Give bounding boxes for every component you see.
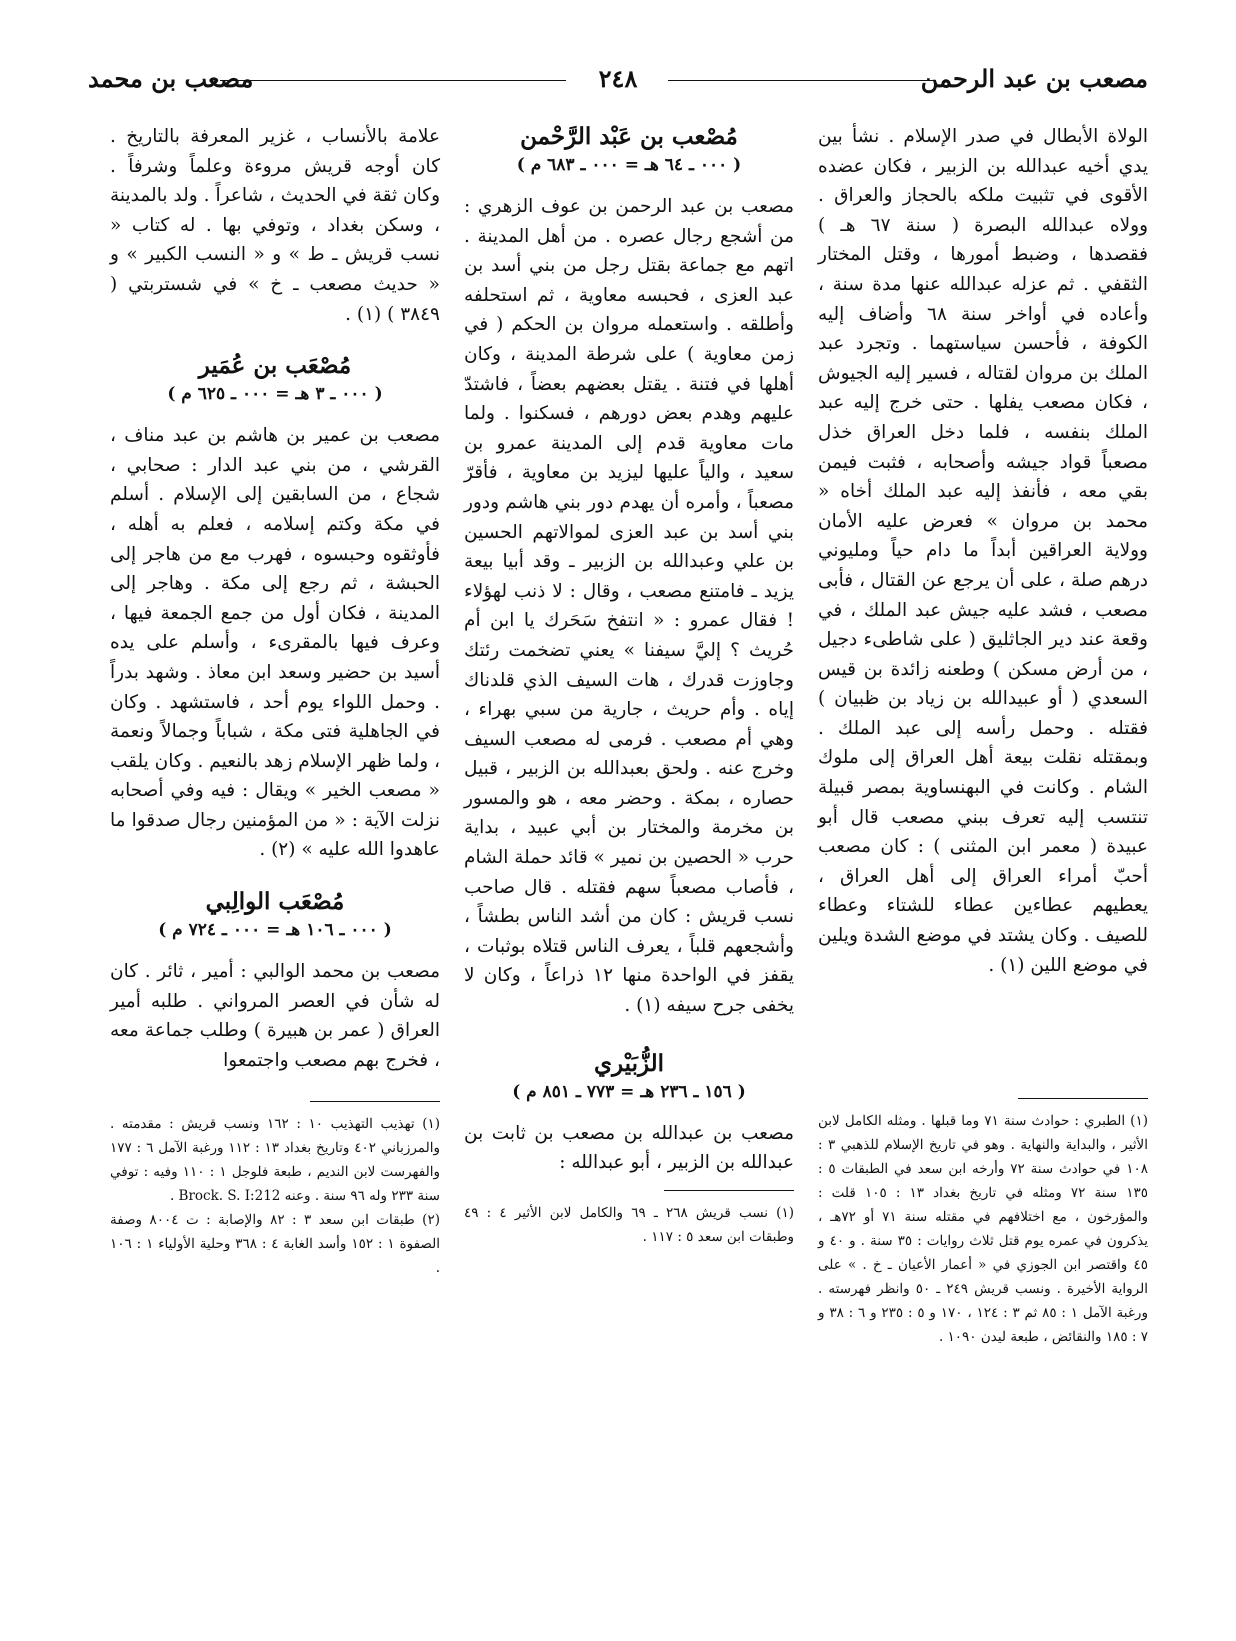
entry-dates: ( ٠٠٠ ـ ٣ هـ = ٠٠٠ ـ ٦٢٥ م ) <box>167 384 383 405</box>
entry-title: مُصْعَب الوالِبي <box>205 888 345 916</box>
footnote: (٢) طبقات ابن سعد ٣ : ٨٢ والإصابة : ت ٨٠٠٤ وصفة الصفوة ١ : ١٥٢ وأسد الغابة ٤ : ٣٦٨ وحلية الأولياء ١ : ١٠٦ . <box>110 1212 440 1277</box>
entry-text: مصعب بن محمد الوالبي : أمير ، ثائر . كان له شأن في العصر المرواني . طلبه أمير العراق ( عمر بن هبيرة ) وطلب جماعة معه ، فخرج بهم مصعب واجتمعوا <box>110 961 440 1071</box>
footnote-rule <box>310 1101 440 1102</box>
entry-text: مصعب بن عبدالله بن مصعب بن ثابت بن عبدالله بن الزبير ، أبو عبدالله : <box>464 1122 794 1174</box>
header-rule-left <box>220 80 566 81</box>
entry-continued-text: الولاة الأبطال في صدر الإسلام . نشأ بين يدي أخيه عبدالله بن الزبير ، فكان عضده الأقوى في تثبيت ملكه بالحجاز والعراق . وولاه عبدالله البصرة ( سنة ٦٧ هـ ) فقصدها ، وضبط أمورها ، وقتل المختار الثقفي . ثم عزله عبدالله عنها مدة سنة ، وأعاده في أواخر سنة ٦٨ وأضاف إليه الكوفة ، فأحسن سياستهما . وتجرد عبد الملك بن مروان لقتاله ، فسير إليه الجيوش ، فكان مصعب يفلها . حتى خرج إليه عبد الملك بنفسه ، فلما دخل العراق خذل مصعباً قواد جيشه وأصحابه ، فثبت فيمن بقي معه ، فأنفذ إليه عبد الملك أخاه « محمد بن مروان » فعرض عليه الأمان وولاية العراقين أبداً ما دام حياً ومليوني درهم صلة ، على أن يرجع عن القتال ، فأبى مصعب ، فشد عليه جيش عبد الملك ، في وقعة عند دير الجاثليق ( على شاطىء دجيل ، من أرض مسكن ) وطعنه زائدة بن قيس السعدي ( أو عبيدالله بن زياد بن ظبيان ) فقتله . وحمل رأسه إلى عبد الملك . وبمقتله نقلت بيعة أهل العراق إلى ملوك الشام . وكانت في البهنساوية بمصر قبيلة تنتسب إليه تعرف ببني مصعب قال أبو عبيدة ( معمر ابن المثنى ) : كان مصعب أحبّ أمراء العراق إلى أهل العراق ، يعطيهم عطاءين عطاء للشتاء وعطاء للصيف . وكان يشتد في موضع الشدة ويلين في موضع اللين (١) . <box>818 126 1149 976</box>
footnote: (١) نسب قريش ٢٦٨ ـ ٦٩ والكامل لابن الأثير ٤ : ٤٩ وطبقات ابن سعد ٥ : ١١٧ . <box>464 1204 794 1245</box>
column-middle <box>464 122 794 1622</box>
column-right <box>818 122 1148 1622</box>
entry-title: مُصْعب بن عَبْد الرَّحْمن <box>520 123 738 150</box>
header-rule-right <box>668 80 936 81</box>
page-number: ٢٤٨ <box>598 64 638 93</box>
entry-dates: ( ١٥٦ ـ ٢٣٦ هـ = ٧٧٣ ـ ٨٥١ م ) <box>512 1081 746 1102</box>
header-right-title: مصعب بن عبد الرحمن <box>920 64 1148 93</box>
entry-title: مُصْعَب بن عُمَير <box>198 352 352 380</box>
entry-title: الزُّبَيْري <box>593 1049 665 1077</box>
entry-dates: ( ٠٠٠ ـ ٦٤ هـ = ٠٠٠ ـ ٦٨٣ م ) <box>516 155 742 175</box>
footnote: (١) تهذيب التهذيب ١٠ : ١٦٢ ونسب قريش : مقدمته . والمرزباني ٤٠٢ وتاريخ بغداد ١٣ : ١١٢ ورغبة الآمل ٦ : ١٧٧ والفهرست لابن النديم ، طبعة فلوجل ١ : ١١٠ وفيه : توفي سنة ٢٣٣ وله ٩٦ سنة . وعنه Brock. S. I:212 . <box>110 1116 441 1205</box>
footnote: (١) الطبري : حوادث سنة ٧١ وما قبلها . ومثله الكامل لابن الأثير ، والبداية والنهاية . وهو في تاريخ الإسلام للذهبي ٣ : ١٠٨ في حوادث سنة ٧٢ وأرخه ابن سعد في الطبقات ٥ : ١٣٥ سنة ٧٢ ومثله في تاريخ بغداد ١٣ : ١٠٥ قلت : والمؤرخون ، مع اختلافهم في مقتله سنة ٧١ أو ٧٢هـ ، يذكرون في عمره يوم قتل ثلاث روايات : ٣٥ سنة . و ٤٠ و ٤٥ واقتصر ابن الجوزي في « أعمار الأعيان ـ خ . » على الرواية الأخيرة . ونسب قريش ٢٤٩ ـ ٥٠ وانظر فهرسته . ورغبة الآمل ١ : ٨٥ ثم ٣ : ١٢٤ ، ١٧٠ و ٥ : ٢٣٥ و ٦ : ٣٨ و ٧ : ١٨٥ والنقائض ، طبعة ليدن ١٠٩٠ . <box>818 1113 1148 1346</box>
column-left <box>110 122 440 1622</box>
footnote-rule <box>664 1190 794 1191</box>
running-header <box>88 62 1148 102</box>
entry-text: مصعب بن عبد الرحمن بن عوف الزهري : من أشجع رجال عصره . من أهل المدينة . اتهم مع جماعة بقتل رجل من بني أسد بن عبد العزى ، فحبسه معاوية ، ثم استحلفه وأطلقه . واستعمله مروان بن الحكم ( في زمن معاوية ) على شرطة المدينة ، وكان أهلها في فتنة . يقتل بعضهم بعضاً ، فاشتدّ عليهم وهدم بعض دورهم ، فسكنوا . ولما مات معاوية قدم إلى المدينة عمرو بن سعيد ، والياً عليها ليزيد بن معاوية ، فأقرّ مصعباً ، وأمره أن يهدم دور بني هاشم ودور بني أسد بن عبد العزى لموالاتهم الحسين بن علي وعبدالله بن الزبير ـ وقد أبيا بيعة يزيد ـ فامتنع مصعب ، وقال : لا ذنب لهؤلاء ! فقال عمرو : « انتفخ سَحَرك يا ابن أم حُريث ؟ إليَّ سيفنا » يعني تضخمت رئتك وجاوزت قدرك ، هات السيف الذي قلدناك إياه . وأم حريث ، جارية من سبي بهراء ، وهي أم مصعب . فرمى له مصعب السيف وخرج عنه . ولحق بعبدالله بن الزبير ، قبيل حصاره ، بمكة . وحضر معه ، هو والمسور بن مخرمة والمختار بن أبي عبيد ، بداية حرب « الحصين بن نمير » قائد حملة الشام ، فأصاب مصعباً سهم فقتله . قال صاحب نسب قريش : كان من أشد الناس بطشاً ، وأشجعهم قلباً ، يعرف الناس قتلاه بوثبات ، يقفز في الواحدة منها ١٢ ذراعاً ، وكان لا يخفى جرح سيفه (١) . <box>464 196 795 1017</box>
entry-dates: ( ٠٠٠ ـ ١٠٦ هـ = ٠٠٠ ـ ٧٢٤ م ) <box>158 920 392 941</box>
entry-continued-text: علامة بالأنساب ، غزير المعرفة بالتاريخ . كان أوجه قريش مروءة وعلماً وشرفاً . وكان ثقة في الحديث ، شاعراً . ولد بالمدينة ، وسكن بغداد ، وتوفي بها . له كتاب « نسب قريش ـ ط » و « النسب الكبير » و « حديث مصعب ـ خ » في شستربتي ( ٣٨٤٩ ) (١) . <box>110 126 440 325</box>
header-left-title: مصعب بن محمد <box>88 64 254 93</box>
footnote-rule <box>1018 1098 1148 1099</box>
entry-text: مصعب بن عمير بن هاشم بن عبد مناف ، القرشي ، من بني عبد الدار : صحابي ، شجاع ، من السابقين إلى الإسلام . أسلم في مكة وكتم إسلامه ، فعلم به أهله ، فأوثقوه وحبسوه ، فهرب مع من هاجر إلى الحبشة ، ثم رجع إلى مكة . وهاجر إلى المدينة ، فكان أول من جمع الجمعة فيها ، وعرف فيها بالمقرىء ، وأسلم على يده أسيد بن حضير وسعد ابن معاذ . وشهد بدراً . وحمل اللواء يوم أحد ، فاستشهد . وكان في الجاهلية فتى مكة ، شباباً وجمالاً ونعمة ، ولما ظهر الإسلام زهد بالنعيم . وكان يلقب « مصعب الخير » ويقال : فيه وفي أصحابه نزلت الآية : « من المؤمنين رجال صدقوا ما عاهدوا الله عليه » (٢) . <box>110 425 440 861</box>
